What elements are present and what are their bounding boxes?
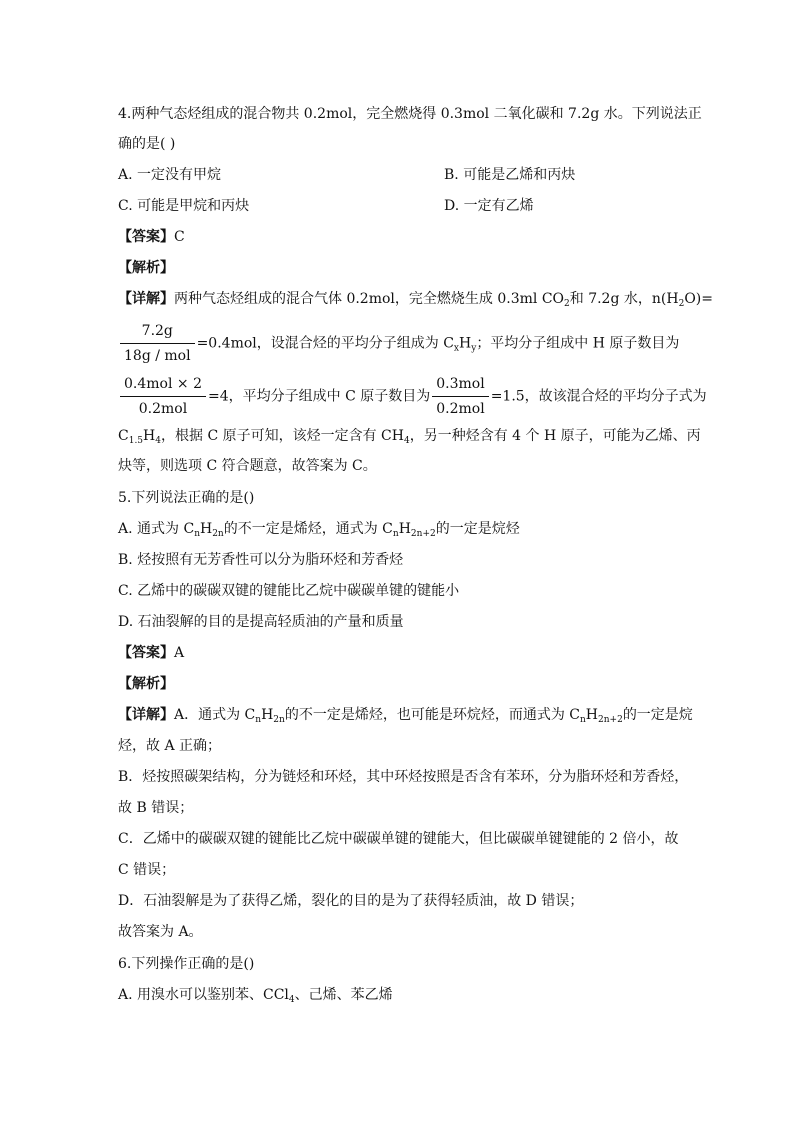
q5-detail-line5: C．乙烯中的碳碳双键的键能比乙烷中碳碳单键的键能大，但比碳碳单键键能的 2 倍小，故 (118, 831, 679, 847)
q4-math-line2: $\frac{\text{0.4mol × 2}}{\text{0.2mol}}$ =4，平均分子组成中 C 原子数目为 $\frac{\text{0.3mol}}{\text{0.2mol}}$ =1.5，故该混合烃的平均分子式为 (118, 375, 707, 418)
q5-answer: 【答案】A (118, 645, 185, 661)
q4-math-line1: $\frac{7.2g}{\text{18g / mol}}$ =0.4mol，设混合烃的平均分子组成为 $C_xH_y$；平均分子组成中 H 原子数目为 (118, 322, 679, 365)
q6-stem: 6.下列操作正确的是() (118, 956, 255, 972)
q5-detail-line7: D．石油裂解是为了获得乙烯，裂化的目的是为了获得轻质油，故 D 错误； (118, 893, 584, 909)
q5-stem: 5.下列说法正确的是() (118, 490, 255, 506)
q4-option-a: A. 一定没有甲烷 (118, 167, 222, 183)
q6-option-a: A. 用溴水可以鉴别苯、CCl$_4$、己烯、苯乙烯 (118, 987, 393, 1005)
q5-detail-line1: 【详解】A．通式为 $C_nH_{2n}$的不一定是烯烃，也可能是环烷烃，而通式为 $C_nH_{2n+2}$的一定是烷 (118, 707, 693, 725)
q4-detail-line1: 【详解】两种气态烃组成的混合气体 0.2mol，完全燃烧生成 0.3ml $CO_2$和 7.2g 水，$n(H_2O)=$ (118, 291, 713, 309)
q5-option-b: B. 烃按照有无芳香性可以分为脂环烃和芳香烃 (118, 552, 404, 568)
q4-detail-line-c15: $C_{1.5}H_4$，根据 C 原子可知，该烃一定含有 $CH_4$，另一种烃含有 4 个 H 原子，可能为乙烯、丙 (118, 428, 701, 446)
fraction-h-atoms: $\frac{\text{0.4mol × 2}}{\text{0.2mol}}$ (120, 375, 206, 418)
q5-option-c: C. 乙烯中的碳碳双键的键能比乙烷中碳碳单键的键能小 (118, 583, 460, 599)
q5-detail-line6: C 错误； (118, 862, 176, 878)
detail-label: 【详解】 (118, 291, 174, 307)
q5-detail-line8: 故答案为 A。 (118, 924, 203, 940)
q4-detail-line-last: 炔等，则选项 C 符合题意，故答案为 C。 (118, 458, 377, 474)
q5-detail-line2: 烃，故 A 正确； (118, 738, 222, 754)
answer-value: C (174, 229, 185, 245)
fraction-water-moles: $\frac{7.2g}{\text{18g / mol}}$ (120, 322, 195, 365)
q5-option-d: D. 石油裂解的目的是提高轻质油的产量和质量 (118, 614, 404, 630)
q4-stem-line1: 4.两种气态烃组成的混合物共 0.2mol，完全燃烧得 0.3mol 二氧化碳和 7.2g 水。下列说法正 (118, 106, 702, 122)
q4-answer (118, 227, 185, 247)
q5-detail-line3: B．烃按照碳架结构，分为链烃和环烃，其中环烃按照是否含有苯环，分为脂环烃和芳香烃， (118, 769, 689, 785)
q4-option-b: B. 可能是乙烯和丙炔 (444, 167, 576, 183)
q5-option-a: A. 通式为 $C_nH_{2n}$的不一定是烯烃，通式为 $C_nH_{2n+2}$的一定是烷烃 (118, 521, 520, 539)
q5-detail-line4: 故 B 错误； (118, 800, 194, 816)
q5-analysis-label: 【解析】 (118, 676, 174, 692)
fraction-c-atoms: $\frac{\text{0.3mol}}{\text{0.2mol}}$ (432, 375, 488, 418)
q4-analysis-label: 【解析】 (118, 260, 174, 276)
q4-stem-line2: 确的是( ) (118, 136, 176, 152)
answer-label: 【答案】 (118, 229, 174, 245)
q4-option-d: D. 一定有乙烯 (444, 198, 534, 214)
q4-option-c: C. 可能是甲烷和丙炔 (118, 198, 250, 214)
